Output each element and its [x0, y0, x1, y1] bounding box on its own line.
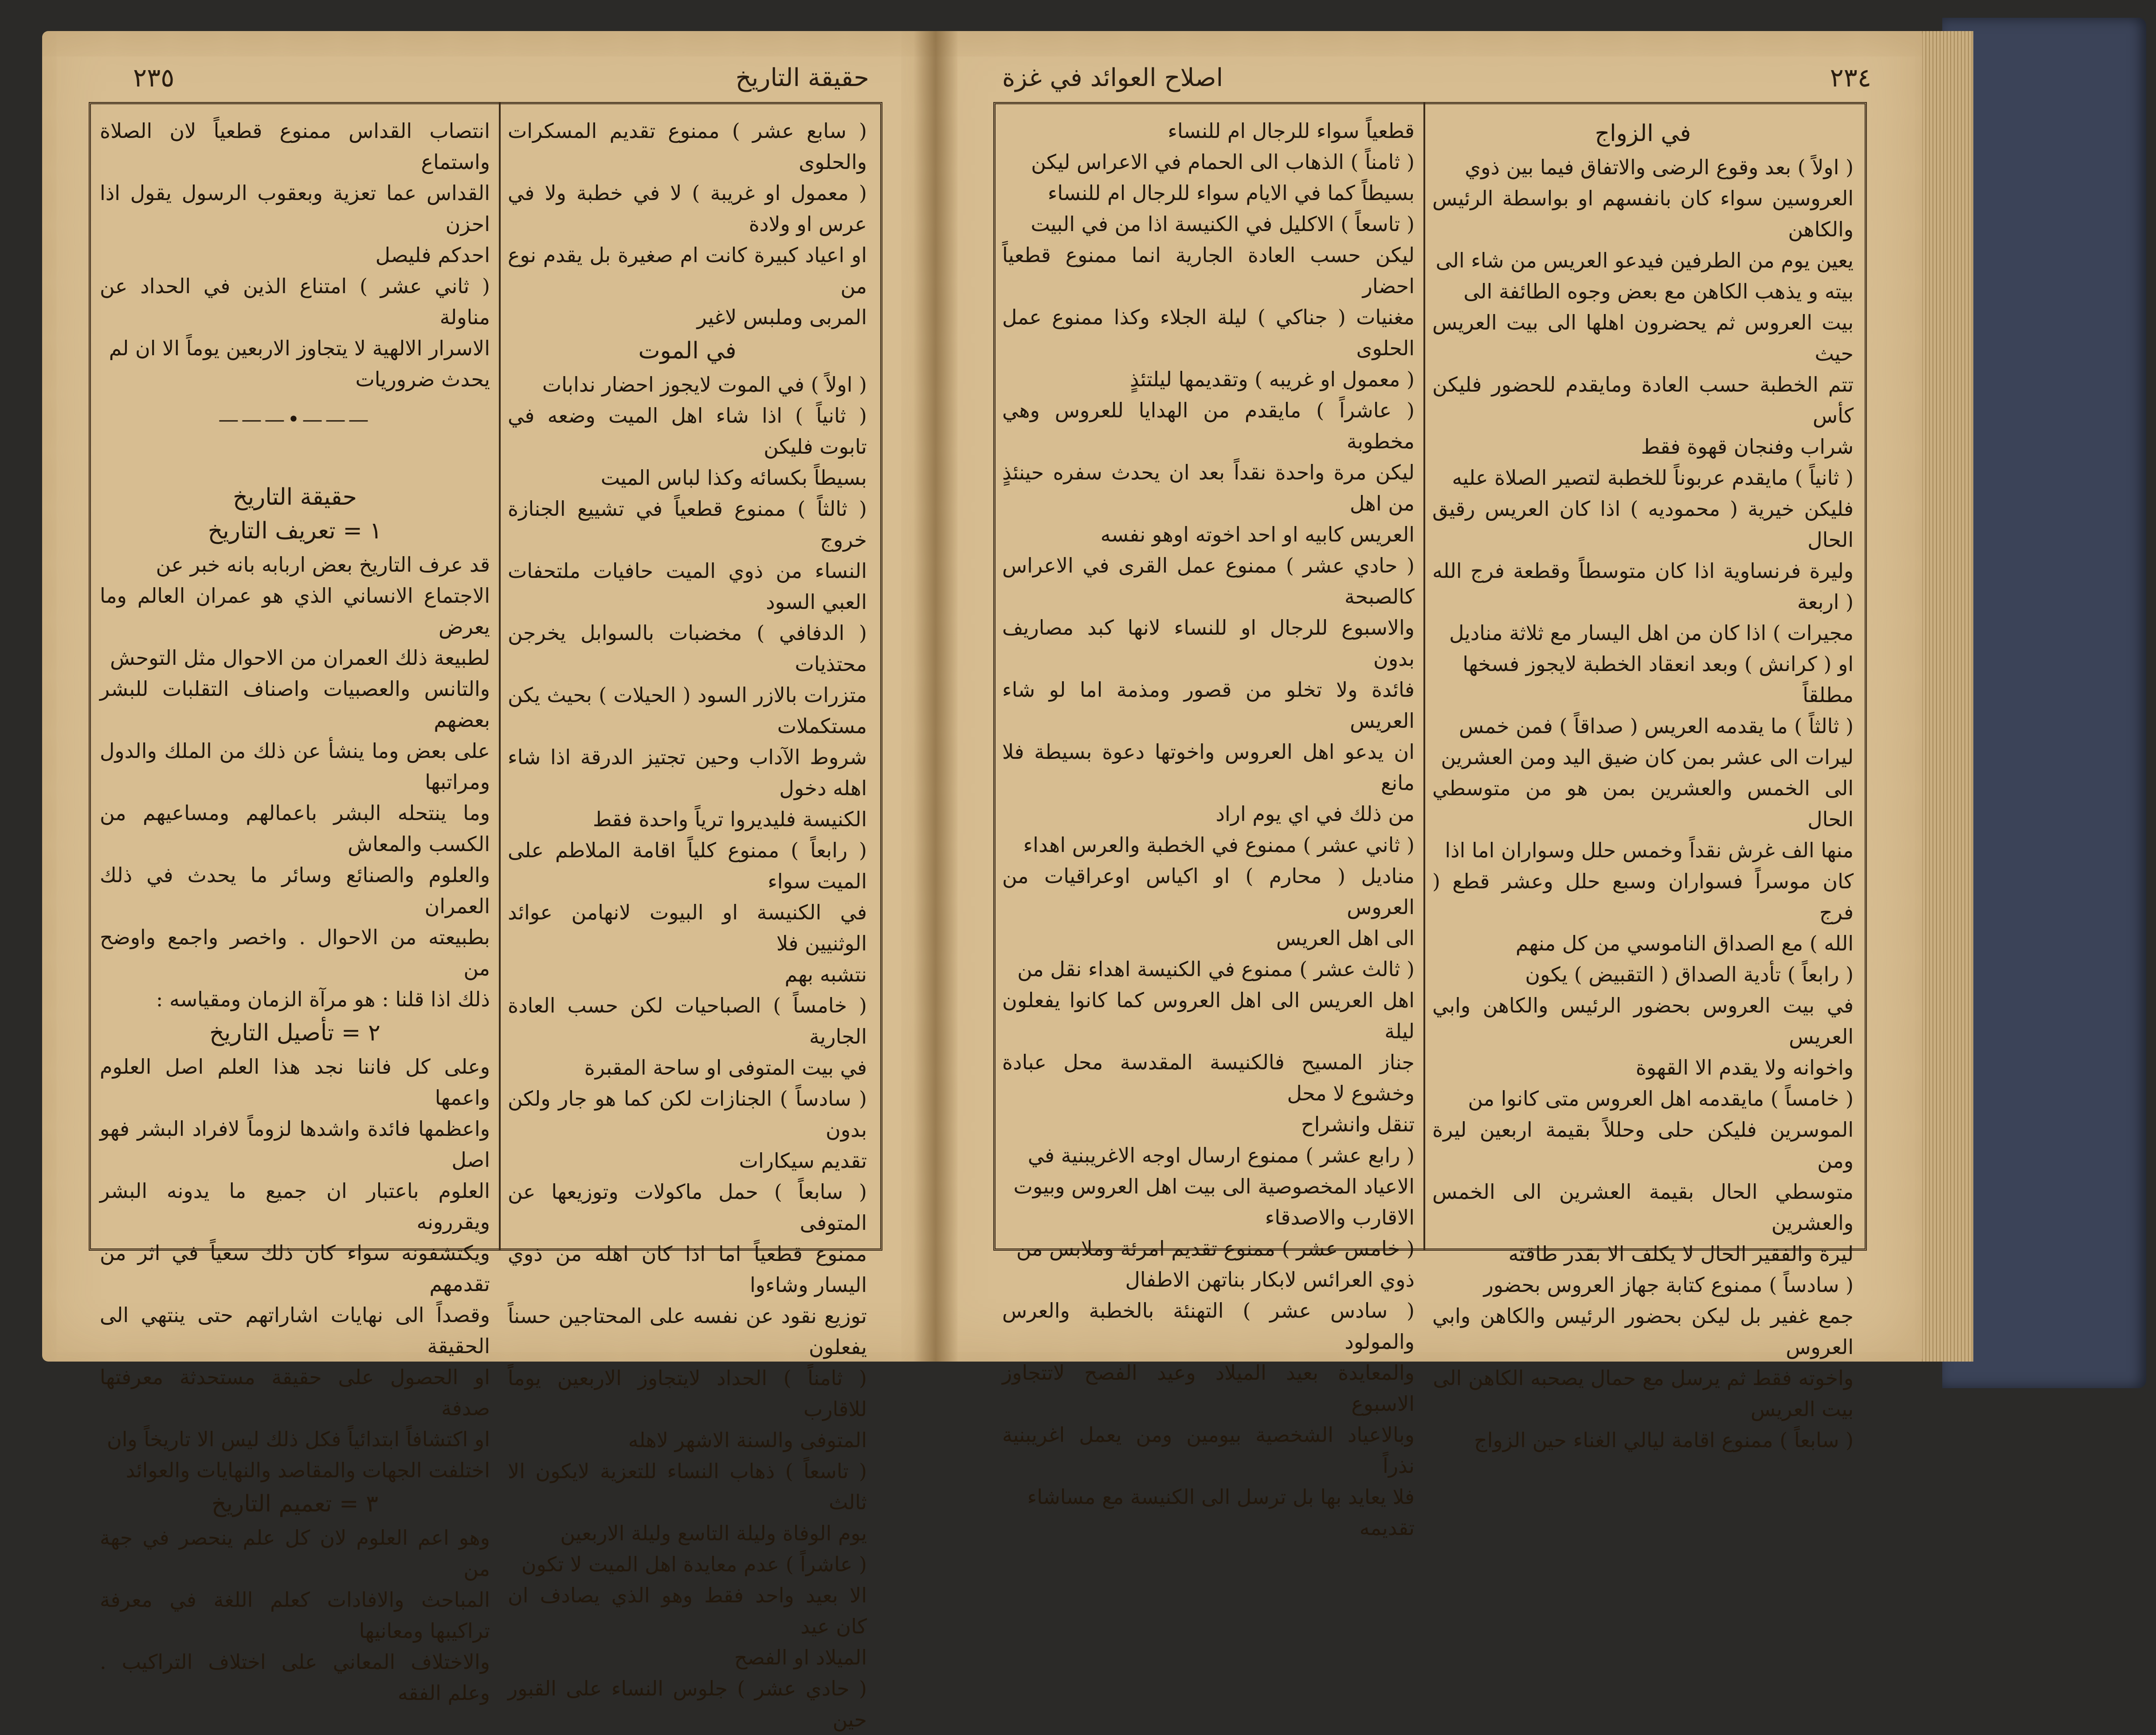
text-line: جمع غفير بل ليكن بحضور الرئيس والكاهن وابي العروس [1432, 1304, 1854, 1359]
text-line: ليرة والفقير الحال لا يكلف الا بقدر طاقته [1508, 1242, 1854, 1266]
text-line: ( عاشراً ) عدم معايدة اهل الميت لا تكون [521, 1552, 867, 1576]
text-line: فلا يعايد بها بل ترسل الى الكنيسة مع مساشاء [1027, 1485, 1415, 1509]
text-line: ( سادساً ) ممنوع كتابة جهاز العروس بحضور [1483, 1273, 1854, 1297]
text-line: ( الدفافي ) مخضبات بالسوابل يخرجن محتذيات [508, 621, 867, 676]
text-line: ( حادي عشر ) جلوس النساء على القبور حين [508, 1676, 867, 1731]
left-column-top-text [100, 115, 490, 395]
text-line: الموسرين فليكن حلى وحللاً بقيمة اربعين ليرة ومن [1432, 1118, 1854, 1173]
text-line: او الحصول على حقيقة مستحدثة معرفتها صدفة [100, 1365, 490, 1420]
text-line: ليرات الى عشر بمن كان ضيق اليد ومن العشرين [1441, 745, 1854, 769]
text-line: او ( كرانش ) وبعد انعقاد الخطبة لايجوز فسخها [1462, 652, 1854, 676]
text-line: المباحث والافادات كعلم اللغة في معرفة تراكيبها ومعانيها [100, 1588, 490, 1643]
text-line: الاعياد المخصوصية الى بيت اهل العروس وبيوت [1013, 1174, 1415, 1198]
left-page-left-column [100, 115, 490, 1705]
left-page-number: ٢٣٥ [133, 63, 175, 93]
text-line: والمعايدة بعيد الميلاد وعيد الفصح لاتتجاوز الاسبوع [1002, 1361, 1415, 1416]
text-line: ( تاسعاً ) الاكليل في الكنيسة اذا من في البيت [1031, 212, 1415, 236]
text-line: والتانس والعصبيات واصناف التقلبات للبشر بعضهم [100, 677, 490, 732]
text-line: وبالاعياد الشخصية بيومين ومن يعمل اغريبنية نذراً [1002, 1423, 1415, 1478]
text-line: متزرات بالازر السود ( الحيلات ) بحيث يكن مستكملات [508, 683, 867, 738]
text-line: واعظمها فائدة واشدها لزوماً لافراد البشر فهو اصل [100, 1117, 490, 1172]
text-line: قد عرف التاريخ بعض اربابه بانه خبر عن [156, 553, 490, 577]
text-line: شراب وفنجان قهوة فقط [1641, 435, 1854, 459]
text-line: بيت العريس [1750, 1397, 1854, 1421]
text-line: ( سادساً ) الجنازات لكن كما هو جار ولكن بدون [508, 1087, 867, 1142]
text-line: الميلاد او الفصح [734, 1645, 867, 1669]
text-line: الاسرار الالهية لا يتجاوز الاربعين يوماً الا ان لم [109, 336, 490, 360]
text-line: تتم الخطبة حسب العادة ومايقدم للحضور فليكن كأس [1432, 373, 1854, 428]
text-line: ان يدعو اهل العروس واخوتها دعوة بسيطة فلا مانع [1002, 740, 1415, 795]
text-line: ( عاشراً ) مايقدم من الهدايا للعروس وهي مخطوبة [1002, 398, 1415, 453]
text-line: ( سابعاً ) ممنوع اقامة ليالي الغناء حين الزواج [1474, 1428, 1854, 1452]
right-page-right-column [1432, 115, 1854, 1452]
text-line: على بعض وما ينشأ عن ذلك من الملك والدول ومراتبها [100, 739, 490, 794]
text-line: مجيرات ) اذا كان من اهل اليسار مع ثلاثة مناديل [1449, 621, 1854, 645]
text-line: في بيت المتوفى او ساحة المقبرة [584, 1056, 867, 1079]
text-line: تقديم سيكارات [739, 1149, 867, 1173]
text-line: ليكن مرة واحدة نقداً بعد ان يحدث سفره حينئذٍ من اهل [1002, 460, 1415, 515]
text-line: ذلك اذا قلنا : هو مرآة الزمان ومقياسه : [156, 987, 490, 1011]
text-line: المربى وملبس لاغير [697, 305, 867, 329]
text-line: ( سادس عشر ) التهنئة بالخطبة والعرس والمولود [1002, 1299, 1415, 1354]
text-line: ( معمول او غريبة ) لا في خطبة ولا في عرس او ولادة [508, 181, 867, 236]
text-line: العلوم باعتبار ان جميع ما يدونه البشر ويقررونه [100, 1179, 490, 1234]
text-line: ٣ = تعميم التاريخ [212, 1491, 378, 1517]
text-line: المتوفى والسنة الاشهر لاهله [628, 1428, 867, 1452]
text-line: ( خامساً ) الصباحيات لكن حسب العادة الجارية [508, 993, 867, 1048]
text-line: وما ينتحله البشر باعمالهم ومساعيهم من الكسب والمعاش [100, 801, 490, 856]
text-line: الله ) مع الصداق الناموسي من كل منهم [1515, 931, 1854, 955]
text-line: بيته و يذهب الكاهن مع بعض وجوه الطائفة الى [1463, 279, 1854, 303]
text-line: الى اهل العريس [1276, 926, 1415, 950]
text-line: ( رابع عشر ) ممنوع ارسال اوجه الاغريبنية في [1027, 1143, 1415, 1167]
text-line: القداس عما تعزية وبعقوب الرسول يقول اذا احزن [100, 181, 490, 236]
text-line: يوم الوفاة وليلة التاسع وليلة الاربعين [560, 1521, 867, 1545]
text-line: والاختلاف المعاني على اختلاف التراكيب . وعلم الفقه [100, 1650, 490, 1705]
text-line: ( رابعاً ) ممنوع كلياً اقامة الملاطم على الميت سواء [508, 838, 867, 893]
text-line: وهو اعم العلوم لان كل علم ينحصر في جهة من [100, 1526, 490, 1581]
text-line: ( خامساً ) مايقدمه اهل العروس متى كانوا من [1468, 1087, 1854, 1111]
text-line: بيت العروس ثم يحضرون اهلها الى بيت العريس حيث [1432, 310, 1854, 365]
text-line: في الزواج [1595, 120, 1691, 147]
right-page-left-column [1002, 115, 1415, 1540]
text-line: تنقل وانشراح [1301, 1112, 1415, 1136]
left-page-right-column [508, 115, 867, 1731]
text-line: بسيطاً كما في الايام سواء للرجال ام للنساء [1047, 181, 1415, 205]
text-line: والاسبوع للرجال او للنساء لانها كبد مصاريف بدون [1002, 616, 1415, 671]
text-line: ليكن حسب العادة الجارية انما ممنوع قطعياً احضار [1002, 243, 1415, 298]
text-line: نتشبه بهم [784, 962, 867, 986]
text-line: ( تاسعاً ) ذهاب النساء للتعزية لايكون الا ثالث [508, 1459, 867, 1514]
left-running-title: حقيقة التاريخ [735, 63, 869, 92]
right-running-title: اصلاح العوائد في غزة [1002, 63, 1223, 92]
text-line: بطبيعته من الاحوال . واخصر واجمع واوضح من [100, 925, 490, 980]
page-edges [1916, 31, 1973, 1362]
text-line: واخوته فقط ثم يرسل مع حمال يصحبه الكاهن الى [1433, 1366, 1854, 1390]
text-line: في بيت العروس بحضور الرئيس والكاهن وابي العريس [1432, 993, 1854, 1048]
text-line: الا بعيد واحد فقط وهو الذي يصادف ان كان عيد [508, 1583, 867, 1638]
text-line: اهل العريس الى اهل العروس كما كانوا يفعلون ليلة [1002, 988, 1415, 1043]
text-line: اختلفت الجهات والمقاصد والنهايات والعوائد [125, 1458, 490, 1482]
text-line: في الكنيسة او البيوت لانهامن عوائد الوثنيين فلا [508, 900, 867, 955]
text-line: انتصاب القداس ممنوع قطعياً لان الصلاة واستماع [100, 119, 490, 174]
text-line: بسيطاً بكسائه وكذا لباس الميت [600, 466, 867, 490]
section-spacer [100, 444, 490, 479]
text-line: او اعياد كبيرة كانت ام صغيرة بل يقدم نوع من [508, 243, 867, 298]
text-line: ( اولاً ) بعد وقوع الرضى والاتفاق فيما بين ذوي [1465, 155, 1854, 179]
text-line: واخوانه ولا يقدم الا القهوة [1635, 1056, 1854, 1079]
left-page-header [133, 53, 869, 102]
text-line: مناديل ( محارم ) او اكياس اوعراقيات من العروس [1002, 864, 1415, 919]
text-line: والعلوم والصنائع وسائر ما يحدث في ذلك العمران [100, 863, 490, 918]
right-page-number: ٢٣٤ [1830, 63, 1871, 93]
text-line: يحدث ضروريات [355, 367, 490, 391]
text-line: ويكتشفونه سواء كان ذلك سعياً في اثر من تقدمهم [100, 1241, 490, 1296]
text-line: ( سابع عشر ) ممنوع تقديم المسكرات والحلوى [508, 119, 867, 174]
text-line: ( خامس عشر ) ممنوع تقديم امرئة وملابس من [1016, 1236, 1415, 1260]
text-line: قطعياً سواء للرجال ام للنساء [1168, 119, 1415, 143]
right-page-header [1002, 53, 1871, 102]
text-line: الاجتماع الانساني الذي هو عمران العالم وما يعرض [100, 584, 490, 639]
text-line: متوسطي الحال بقيمة العشرين الى الخمس والعشرين [1432, 1180, 1854, 1235]
text-line: الى الخمس والعشرين بمن هو من متوسطي الحال [1432, 776, 1854, 831]
right-column-rule [1423, 102, 1425, 1251]
text-line: ( ثامناً ) الذهاب الى الحمام في الاعراس ليكن [1031, 150, 1415, 174]
text-line: ( اولاً ) في الموت لايجوز احضار ندابات [542, 373, 867, 396]
text-line: تقديمه [1359, 1516, 1415, 1540]
text-line: توزيع نقود عن نفسه على المحتاجين حسناً يفعلون [508, 1304, 867, 1359]
text-line: فائدة ولا تخلو من قصور ومذمة اما لو شاء العريس [1002, 678, 1415, 733]
text-line: ( سابعاً ) حمل ماكولات وتوزيعها عن المتوفى [508, 1180, 867, 1235]
text-line: من ذلك في اي يوم اراد [1215, 802, 1415, 826]
text-line: وقصداً الى نهايات اشاراتهم حتى ينتهي الى الحقيقة [100, 1303, 490, 1358]
text-line: شروط الآداب وحين تجتيز الدرقة اذا شاء اهله دخول [508, 745, 867, 800]
text-line: العريس كابيه او احد اخوته اوهو نفسه [1100, 522, 1415, 546]
text-line: لطبيعة ذلك العمران من الاحوال مثل التوحش [110, 646, 490, 670]
text-line: الاقارب والاصدقاء [1265, 1205, 1415, 1229]
text-line: ( ثانياً ) مايقدم عربوناً للخطبة لتصير الصلاة عليه [1452, 466, 1854, 490]
text-line: ( ثالثاً ) ما يقدمه العريس ( صداقاً ) فمن خمس [1459, 714, 1854, 738]
text-line: مطلقاً [1803, 683, 1854, 707]
text-line: جناز المسيح فالكنيسة المقدسة محل عبادة وخشوع لا محل [1002, 1050, 1415, 1105]
text-line: كان موسراً فسواران وسبع حلل وعشر قطع ( فرج [1432, 869, 1854, 924]
text-line: فليكن خيرية ( محموديه ) اذا كان العريس رقيق الحال [1432, 497, 1854, 552]
text-line: او اكتشافاً ابتدائياً فكل ذلك ليس الا تاريخاً وان [106, 1427, 490, 1451]
text-line: ( ثالثاً ) ممنوع قطعياً في تشييع الجنازة خروج [508, 497, 867, 552]
text-line: منها الف غرش نقداً وخمس حلل وسواران اما اذا [1445, 838, 1854, 862]
text-line: وليرة فرنساوية اذا كان متوسطاً وقطعة فرج الله ( اربعة [1432, 559, 1854, 614]
text-line: ( ثاني عشر ) ممنوع في الخطبة والعرس اهداء [1023, 833, 1415, 857]
section-ornament: ———•——— [218, 407, 372, 431]
text-line: في الموت [638, 338, 737, 364]
text-line: يعين يوم من الطرفين فيدعو العريس من شاء الى [1435, 248, 1854, 272]
text-line: ( رابعاً ) تأدية الصداق ( التقبيض ) يكون [1525, 962, 1854, 986]
left-column-rule [499, 102, 501, 1251]
text-line: النساء من ذوي الميت حافيات ملتحفات العبي السود [508, 559, 867, 614]
text-line: وعلى كل فاننا نجد هذا العلم اصل العلوم واعمها [100, 1055, 490, 1110]
text-line: الكنيسة فليديروا ترياً واحدة فقط [592, 807, 867, 831]
article-body [100, 515, 490, 1708]
text-line: ذوي العرائس لابكار بناتهن الاطفال [1125, 1268, 1415, 1291]
text-line: ٢ = تأصيل التاريخ [209, 1020, 380, 1046]
text-line: احدكم فليصل [375, 243, 490, 267]
text-line: ١ = تعريف التاريخ [208, 518, 382, 544]
text-line: ( ثاني عشر ) امتناع الذين في الحداد عن مناولة [100, 274, 490, 329]
text-line: ( ثامناً ) الحداد لايتجاوز الاربعين يوماً للاقارب [508, 1366, 867, 1421]
text-line: العروسين سواء كان بانفسهم او بواسطة الرئيس والكاهن [1432, 186, 1854, 241]
text-line: ( حادي عشر ) ممنوع عمل القرى في الاعراس كالصبحة [1002, 553, 1415, 608]
text-line: ( ثانياً ) اذا شاء اهل الميت وضعه في تابوت فليكن [508, 404, 867, 459]
text-line: ( معمول او غريبه ) وتقديمها ليلتئذٍ [1129, 367, 1415, 391]
text-line: ممنوع قطعياً اما اذا كان اهله من ذوي اليسار وشاءوا [508, 1242, 867, 1297]
book-gutter [913, 31, 958, 1362]
text-line: ( ثالث عشر ) ممنوع في الكنيسة اهداء نقل من [1017, 957, 1415, 981]
article-title: حقيقة التاريخ [233, 484, 357, 510]
text-line: مغنيات ( جناكي ) ليلة الجلاء وكذا ممنوع عمل الحلوى [1002, 305, 1415, 360]
